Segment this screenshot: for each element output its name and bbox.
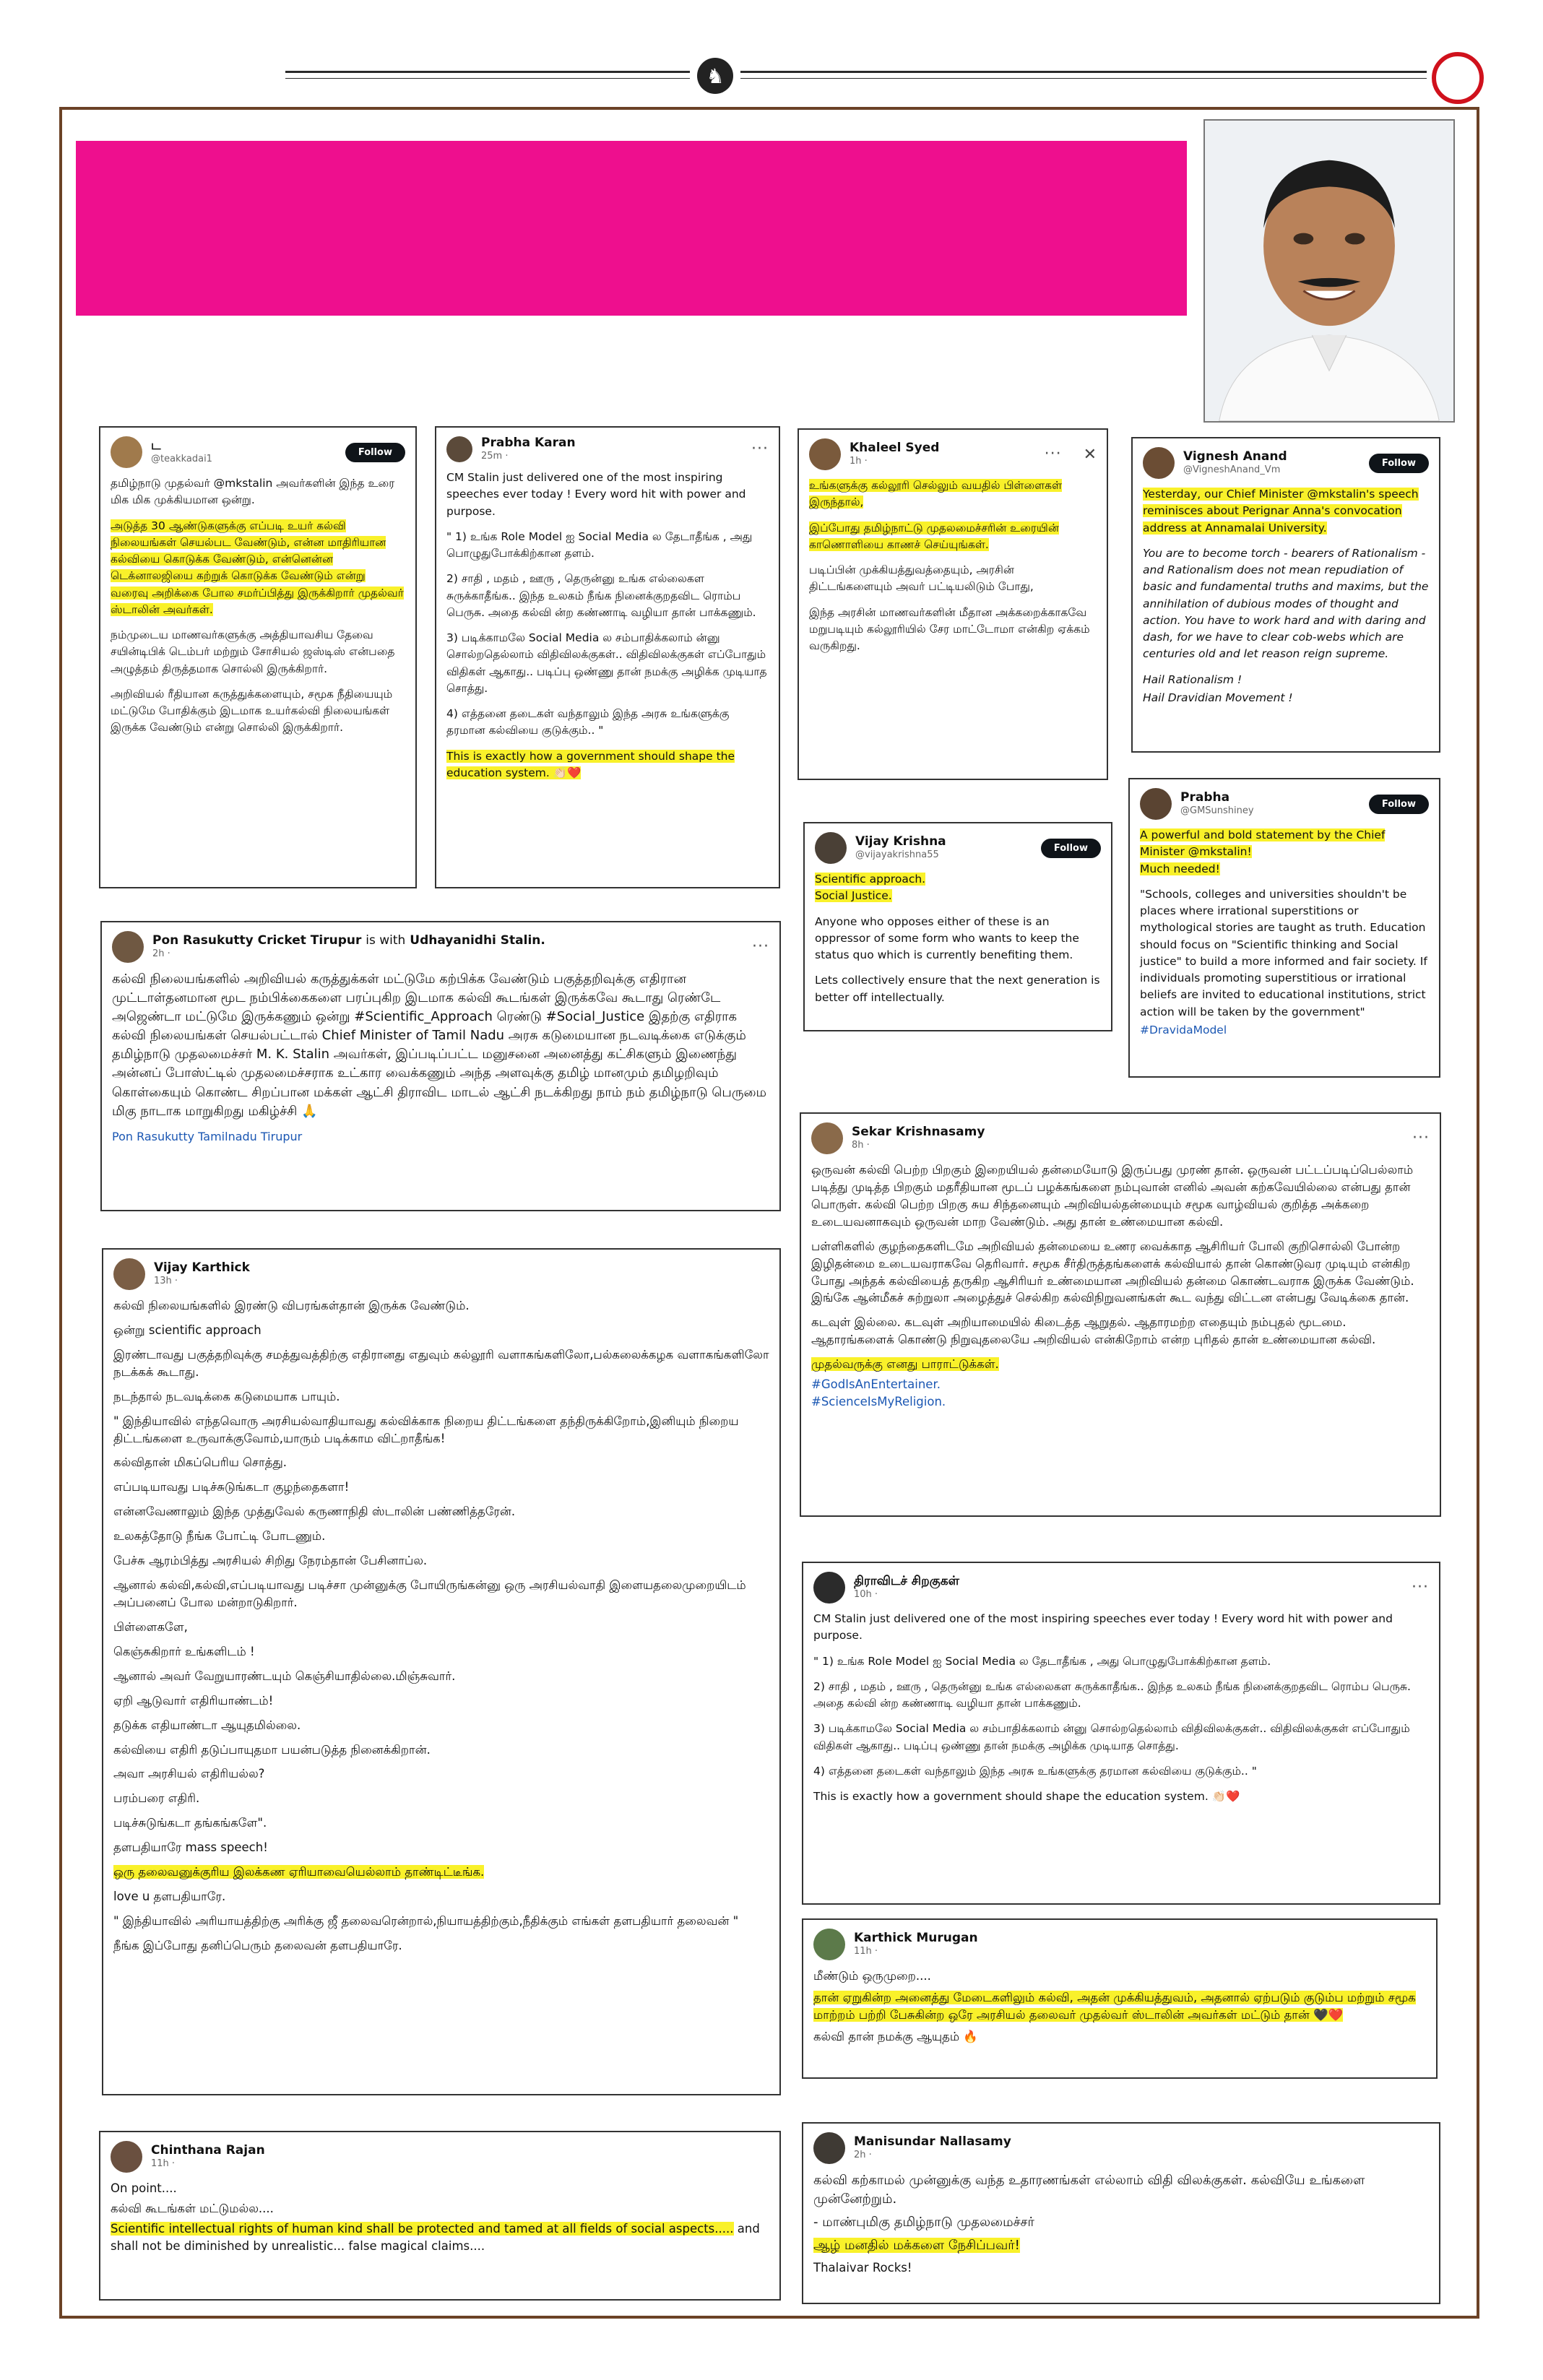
quote-text: You are to become torch - bearers of Rationalism - and Rationalism does not mean repudiation of basic and fundamental truths and maxims, but the annihilation of dubious modes of thought and action. You have to work hard and with daring and dash, for we have to clear cob-webs which are centuries old and let reason reign supreme. [1143,546,1429,661]
tweet-card-vignesh-anand[interactable] [1131,437,1440,753]
post-line: படிச்சுடுங்கடா தங்கங்களே". [113,1816,267,1830]
header-rule-right [740,71,1427,73]
avatar [813,2132,845,2164]
highlighted-text: This is exactly how a government should shape the education system. 👏🏻❤️ [446,749,735,779]
hashtag[interactable]: #GodIsAnEntertainer. [811,1377,941,1392]
highlighted-text: Yesterday, our Chief Minister @mkstalin's speech reminisces about Perignar Anna's convocation address at Annamalai University. [1143,488,1419,535]
hashtag[interactable]: #ScienceIsMyReligion. [811,1395,946,1409]
post-text: கல்வி தான் நமக்கு ஆயுதம் 🔥 [813,2029,978,2043]
post-line: " இந்தியாவில் எந்தவொரு அரசியல்வாதியாவது கல்விக்காக நிறைய திட்டங்களை தந்திருக்கிறோம்,இனியும் நிறைய திட்டங்களை உருவாக்குவோம்,யாரும் படிக்காம விட்றாதீங்க! [113,1414,739,1445]
tweet-card-teakkadai[interactable] [99,426,417,888]
post-text: and shall not be diminished by unrealistic... false magical claims.... [111,2221,760,2253]
post-line: என்னவேணாலும் இந்த முத்துவேல் கருணாநிதி ஸ்டாலின் பண்ணித்தரேன். [113,1505,516,1519]
avatar [113,1258,145,1290]
highlighted-text: Scientific approach. [815,873,926,886]
highlighted-text: உங்களுக்கு கல்லூரி செல்லும் வயதில் பிள்ளைகள் இருந்தால், [809,479,1063,509]
author-name: திராவிடச் சிறகுகள் [854,1574,959,1589]
highlighted-text: தான் ஏறுகின்ற அனைத்து மேடைகளிலும் கல்வி, அதன் முக்கியத்துவம், அதனால் ஏற்படும் குடும்ப மற்றும் சமூக மாற்றம் பற்றி பேசுகின்ற ஒரே அரசியல் தலைவர் முதல்வர் ஸ்டாலின் அவர்கள் மட்டும் தான் 🖤❤️ [813,1990,1416,2022]
post-text: Lets collectively ensure that the next generation is better off intellectually. [815,974,1100,1004]
post-text: 3) படிக்காமலே Social Media ல சம்பாதிக்கலாம் ன்னு சொல்றதெல்லாம் விதிவிலக்குகள்.. விதிவிலக்குகள் எப்போதும் விதிகள் ஆகாது.. படிப்பு ஒண்ணு தான் நமக்கு அழிக்க முடியாத சொத்து. [446,631,767,695]
tagged-name[interactable]: Udhayanidhi Stalin. [410,933,545,948]
post-text: " 1) உங்க Role Model ஐ Social Media ல தேடாதீங்க , அது பொழுதுபோக்கிற்கான தளம். [813,1654,1271,1668]
post-text: "Schools, colleges and universities shouldn't be places where irrational superstitions or mythological stories are taught as truth. Education should focus on "Scientific thinking and Social justice" to build a more informed and fair society. If individuals promoting superstitious or irrational beliefs are invited to educational institutions, strict action will be taken by the government" [1140,887,1427,1018]
post-line: நீங்க இப்போது தனிப்பெரும் தலைவன் தளபதியாரே. [113,1938,402,1952]
post-text: நம்முடைய மாணவர்களுக்கு அத்தியாவசிய தேவை சயின்டிபிக் டெம்பர் மற்றும் சோசியல் ஜஸ்டிஸ் என்பதை அழுத்தம் திருத்தமாக சொல்லி இருக்கிறார். [111,628,395,675]
post-text: பள்ளிகளில் குழந்தைகளிடமே அறிவியல் தன்மையை உணர வைக்காத ஆசிரியர் போலி குறிசொல்லி போன்ற இழிதன்மை உடையவராகவே தெரிவார். சமூக சீர்திருத்தங்களைக் கல்வியால் தான் கொண்டுவர முடியும் என்கிற போது அந்தக் கல்வியைத் தருகிற ஆசிரியர் உண்மையான அறிவியல் தன்மை கொண்டவராக இருக்க வேண்டும். இங்கே ஆன்மீகச் சுற்றுலா அழைத்துச் செல்கிற கல்விநிறுவனங்கள் கூட வந்து விட்டன என்பது வேடிக்கை தான். [811,1239,1414,1305]
post-text: அறிவியல் ரீதியான கருத்துக்களையும், சமூக நீதியையும் மட்டுமே போதிக்கும் இடமாக உயர்கல்வி நிலையங்கள் இருக்க வேண்டும் என்று சொல்லி இருக்கிறார். [111,687,393,735]
post-text: CM Stalin just delivered one of the most inspiring speeches ever today ! Every word hit with power and purpose. [446,471,746,518]
post-card-karthick-murugan[interactable] [802,1918,1438,2079]
author-name: Vijay Karthick [154,1260,250,1276]
chief-minister-photo [1203,119,1455,423]
author-handle: @GMSunshiney [1180,805,1254,816]
post-card-prabha-karan[interactable] [435,426,780,888]
quote-text: Hail Rationalism ! [1143,672,1242,686]
author-name: Prabha Karan [481,436,576,451]
more-options-icon[interactable]: ··· [751,440,769,458]
post-text: படிப்பின் முக்கியத்துவத்தையும், அரசின் திட்டங்களையும் அவர் பட்டியலிடும் போது, [809,563,1034,594]
author-name: Prabha [1180,790,1230,805]
post-line: ஆனால் கல்வி,கல்வி,எப்படியாவது படிச்சா முன்னுக்கு போயிருங்கன்னு ஒரு அரசியல்வாதி இளையதலைமுறையிடம் அப்பனைப் போல மன்றாடுகிறார். [113,1578,746,1609]
post-text: கல்வி நிலையங்களில் அறிவியல் கருத்துக்கள் மட்டுமே கற்பிக்க வேண்டும் பகுத்தறிவுக்கு எதிரான முட்டாள்தனமான மூட நம்பிக்கைகளை பரப்புகிற இடமாக கல்வி கூடங்கள் இருக்கவே கூடாது ரெண்டே அஜெண்டா மட்டுமே இருக்கணும் ஒன்று #Scientific_Approach ரெண்டு #Social_Justice இதற்கு எதிராக கல்வி நிலையங்கள் செயல்பட்டால் Chief Minister of Tamil Nadu அரசு கடுமையான நடவடிக்கை எடுக்கும் தமிழ்நாடு முதலமைச்சர் M. K. Stalin அவர்கள், இப்படிப்பட்ட மனுசனை அனைத்து கட்சிகளும் இணைந்து அன்னப் போஸ்ட்டில் முதலமைச்சராக உட்கார வைக்கணும் அந்த அளவுக்கு தமிழ் மானமும் தமிழறிவும் கொள்கையும் கொண்ட சிறப்பான மக்கள் ஆட்சி திராவிட மாடல் ஆட்சி நடக்கிறது நாம் நம் தமிழ்நாடு பெருமை மிகு நாடாக மாறுகிறது மகிழ்ச்சி 🙏 [112,972,767,1119]
post-card-manisundar-nallasamy[interactable] [802,2122,1440,2304]
post-time: 2h · [854,2149,872,2160]
quote-text: Hail Dravidian Movement ! [1143,691,1293,704]
avatar [809,438,841,470]
post-line: பேச்சு ஆரம்பித்து அரசியல் சிறிது நேரம்தான் பேசினாப்ல. [113,1554,428,1568]
avatar [815,832,847,864]
highlighted-text: முதல்வருக்கு எனது பாராட்டுக்கள். [811,1357,999,1372]
highlighted-text: ஆழ் மனதில் மக்களை நேசிப்பவர்! [813,2238,1020,2254]
with-label: is with [366,933,406,948]
highlighted-text: ஒரு தலைவனுக்குரிய இலக்கண ஏரியாவையெல்லாம் தாண்டிட்டீங்க. [113,1865,485,1879]
post-time: 11h · [854,1945,878,1957]
header-rule-left [285,71,690,73]
post-line: கல்விதான் மிகப்பெரிய சொத்து. [113,1455,287,1470]
post-text: 2) சாதி , மதம் , ஊரு , தெருன்னு உங்க எல்லைகள சுருக்காதீங்க.. இந்த உலகம் நீங்க நினைக்குறதவிட ரொம்ப பெருசு. அதை கல்வி ன்ற கண்ணாடி வழியா தான் பாக்கணும். [446,572,756,619]
follow-button[interactable]: Follow [1369,454,1429,473]
post-line: ஒன்று scientific approach [113,1323,262,1337]
post-line: இரண்டாவது பகுத்தறிவுக்கு சமத்துவத்திற்கு எதிரானது எதுவும் கல்லூரி வளாகங்களிலோ,பல்கலைக்கழக வளாகங்களிலோ நடக்கக் கூடாது. [113,1347,769,1379]
avatar [111,436,142,468]
portrait-illustration [1205,121,1453,421]
post-time: 25m · [481,450,509,462]
tweet-card-prabha[interactable] [1128,778,1440,1078]
post-line: கல்வி நிலையங்களில் இரண்டு விபரங்கள்தான் இருக்க வேண்டும். [113,1299,470,1312]
hashtag[interactable]: #DravidaModel [1140,1023,1227,1037]
post-text: இந்த அரசின் மாணவர்களின் மீதான அக்கறைக்காகவே மறுபடியும் கல்லூரியில் சேர மாட்டோமா என்கிற ஏக்கம் வருகிறது. [809,605,1090,652]
highlighted-text: Much needed! [1140,862,1220,875]
elephant-logo-icon: ♞ [697,58,733,94]
avatar [811,1122,843,1154]
avatar [111,2141,142,2173]
post-line: கெஞ்சுகிறார் உங்களிடம் ! [113,1644,255,1658]
post-line: ஏறி ஆடுவார் எதிரியாண்டம்! [113,1693,274,1708]
post-text: தமிழ்நாடு முதல்வர் @mkstalin அவர்களின் இந்த உரை மிக மிக முக்கியமான ஒன்று. [111,477,395,507]
post-text: - மாண்புமிகு தமிழ்நாடு முதலமைச்சர் [813,2215,1034,2230]
author-name: Karthick Murugan [854,1931,978,1946]
tweet-card-vijay-krishna[interactable] [803,822,1112,1031]
post-line: உலகத்தோடு நீங்க போட்டி போடணும். [113,1529,326,1544]
post-time: 11h · [151,2158,176,2169]
post-time: 2h · [152,948,170,959]
author-handle: @teakkadai1 [151,453,212,464]
avatar [813,1572,845,1604]
post-card-sekar-krishnasamy[interactable] [800,1112,1441,1517]
post-line: பரம்பரை எதிரி. [113,1791,200,1806]
post-text: Anyone who opposes either of these is an oppressor of some form who wants to keep the status quo which is currently benefiting them. [815,914,1079,961]
header-rule-right-thin [740,78,1427,79]
post-text: 2) சாதி , மதம் , ஊரு , தெருன்னு உங்க எல்லைகள சுருக்காதீங்க.. இந்த உலகம் நீங்க நினைக்குறதவிட ரொம்ப பெருசு. அதை கல்வி ன்ற கண்ணாடி வழியா தான் பாக்கணும். [813,1679,1411,1710]
post-line: தளபதியாரே mass speech! [113,1840,268,1855]
post-time: 13h · [154,1275,178,1286]
author-name: ட [151,438,161,454]
follow-button[interactable]: Follow [1369,795,1429,814]
post-text: On point.... [111,2181,177,2195]
post-text: CM Stalin just delivered one of the most inspiring speeches ever today ! Every word hit with power and purpose. [813,1612,1393,1643]
post-text: 4) எத்தனை தடைகள் வந்தாலும் இந்த அரசு உங்களுக்கு தரமான கல்வியை குடுக்கும்.. " [446,707,730,737]
more-options-icon[interactable]: ··· [1044,445,1062,463]
avatar [112,931,144,963]
post-line: நடந்தால் நடவடிக்கை கடுமையாக பாயும். [113,1389,340,1403]
post-text: Thalaivar Rocks! [813,2261,912,2275]
highlighted-text: A powerful and bold statement by the Chief Minister @mkstalin! [1140,828,1386,859]
avatar [446,436,472,462]
more-options-icon[interactable]: ··· [752,938,769,956]
headline-banner [76,141,1187,316]
post-card-dravida-siragugal[interactable] [802,1562,1440,1905]
author-name: Manisundar Nallasamy [854,2134,1011,2150]
author-name: Pon Rasukutty Cricket Tirupur [152,933,362,948]
post-line: love u தளபதியாரே. [113,1890,226,1904]
page-marker-circle [1432,52,1484,104]
author-handle: @vijayakrishna55 [855,849,939,860]
signature-link[interactable]: Pon Rasukutty Tamilnadu Tirupur [112,1129,303,1143]
author-name: Vijay Krishna [855,834,946,849]
header-rule-left-thin [285,78,690,79]
highlighted-text: அடுத்த 30 ஆண்டுகளுக்கு எப்படி உயர் கல்வி நிலையங்கள் செயல்பட வேண்டும், என்ன மாதிரியான கல்வியை கொடுக்க வேண்டும், என்னென்ன டெக்னாலஜியை கற்றுக் கொடுக்க வேண்டும் என்று வரைவு அறிக்கை போல சமர்ப்பித்து இருக்கிறார் முதல்வர் ஸ்டாலின் அவர்கள். [111,519,404,616]
post-card-chinthana-rajan[interactable] [99,2131,781,2301]
author-name: Chinthana Rajan [151,2143,265,2158]
post-line: எப்படியாவது படிச்சுடுங்கடா குழந்தைகளா! [113,1480,350,1494]
post-line: பிள்ளைகளே, [113,1619,188,1634]
follow-button[interactable]: Follow [345,443,405,462]
post-text: கல்வி கற்காமல் முன்னுக்கு வந்த உதாரணங்கள் எல்லாம் விதி விலக்குகள். கல்வியே உங்களை முன்னேற்றும். [813,2173,1365,2207]
avatar [1140,788,1172,820]
post-text: கடவுள் இல்லை. கடவுள் அறியாமையில் கிடைத்த ஆறுதல். ஆதாரமற்ற எதையும் நம்புதல் மூடமை. ஆதாரங்களைக் கொண்டு நிறுவுதலையே அறிவியல் என்கிறோம் என்ற புரிதல் தான் உண்மையான கல்வி. [811,1315,1376,1347]
post-card-pon-rasukutty[interactable] [100,921,781,1211]
post-line: " இந்தியாவில் அரியாயத்திற்கு அரிக்கு ஜீ தலைவரென்றால்,நியாயத்திற்கும்,நீதிக்கும் எங்கள் தளபதியார் தலைவன் " [113,1913,739,1928]
post-text: ஒருவன் கல்வி பெற்ற பிறகும் இறையியல் தன்மையோடு இருப்பது முரண் தான். ஒருவன் பட்டப்படிப்பெல்லாம் படித்து முடித்த பிறகும் மதரீதியான மூடப் பழக்கங்களை நம்புவான் எனில் அவன் கற்கவேயில்லை என்பது தான் பொருள். கல்வி பெற்ற பிறகு சுய சிந்தனையும் அறிவியல்தன்மையும் சமூக வாழ்வியல் குறித்த அக்கறை உடையவனாகவும் ஒருவன் மாற வேண்டும். அது தான் உண்மையான கல்வி. [811,1163,1414,1229]
avatar [813,1929,845,1960]
author-name: Khaleel Syed [850,441,940,456]
post-time: 10h · [854,1588,878,1600]
close-icon[interactable]: ✕ [1083,445,1097,464]
post-time: 8h · [852,1139,870,1151]
post-text: This is exactly how a government should shape the education system. 👏🏻❤️ [813,1790,1240,1803]
more-options-icon[interactable]: ··· [1412,1578,1429,1596]
post-text: 4) எத்தனை தடைகள் வந்தாலும் இந்த அரசு உங்களுக்கு தரமான கல்வியை குடுக்கும்.. " [813,1764,1257,1778]
more-options-icon[interactable]: ··· [1412,1129,1430,1147]
author-name: Vignesh Anand [1183,449,1287,464]
avatar [1143,447,1175,479]
post-card-vijay-karthick[interactable] [102,1248,781,2095]
author-name: Sekar Krishnasamy [852,1125,985,1140]
post-text: மீண்டும் ஒருமுறை.... [813,1969,931,1983]
post-text: 3) படிக்காமலே Social Media ல சம்பாதிக்கலாம் ன்னு சொல்றதெல்லாம் விதிவிலக்குகள்.. விதிவிலக்குகள் எப்போதும் விதிகள் ஆகாது.. படிப்பு ஒண்ணு தான் நமக்கு அழிக்க முடியாத சொத்து. [813,1722,1410,1752]
post-line: ஆனால் அவர் வேறுயாரண்டயும் கெஞ்சியாதில்லை.மிஞ்சுவார். [113,1669,456,1683]
post-line: தடுக்க எதியாண்டா ஆயுதமில்லை. [113,1718,301,1732]
post-line: கல்வியை எதிரி தடுப்பாயுதமா பயன்படுத்த நினைக்கிறான். [113,1742,431,1757]
highlighted-text: இப்போது தமிழ்நாட்டு முதலமைச்சரின் உரையின் காணொளியை காணச் செய்யுங்கள். [809,521,1059,551]
post-text: " 1) உங்க Role Model ஐ Social Media ல தேடாதீங்க , அது பொழுதுபோக்கிற்கான தளம். [446,529,753,560]
post-line: அவா அரசியல் எதிரியல்ல? [113,1767,265,1781]
post-card-khaleel-syed[interactable] [798,428,1108,780]
post-time: 1h · [850,455,868,467]
post-text: கல்வி கூடங்கள் மட்டுமல்ல.... [111,2201,274,2215]
follow-button[interactable]: Follow [1041,839,1101,858]
highlighted-text: Social Justice. [815,889,892,903]
author-handle: @VigneshAnand_Vm [1183,464,1281,475]
highlighted-text: Scientific intellectual rights of human kind shall be protected and tamed at all fields of social aspects..... [111,2221,734,2236]
